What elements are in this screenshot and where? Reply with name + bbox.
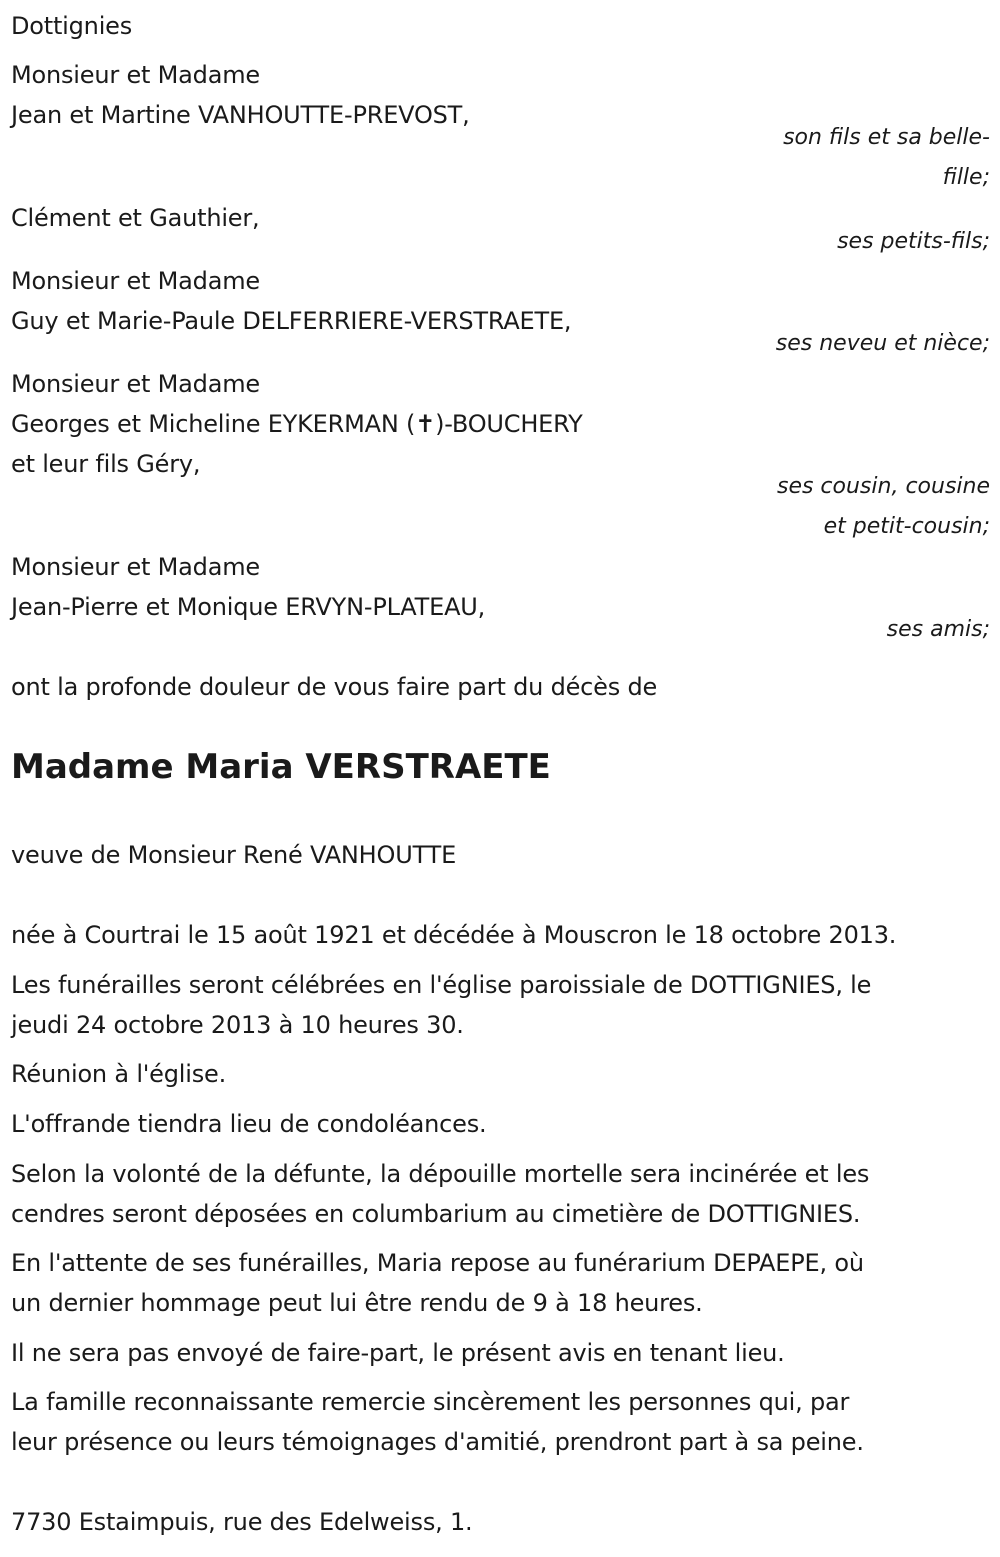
no-card-text: Il ne sera pas envoyé de faire-part, le présent avis en tenant lieu.: [11, 1339, 785, 1367]
town-heading: Dottignies: [11, 12, 133, 40]
announcement-text: ont la profonde douleur de vous faire part du décès de: [11, 673, 658, 701]
funeral-text-line: Les funérailles seront célébrées en l'église paroissiale de DOTTIGNIES, le: [11, 971, 872, 999]
relation-label: son fils et sa belle-: [783, 125, 990, 150]
family-line: Monsieur et Madame: [11, 553, 260, 581]
birth-death-text: née à Courtrai le 15 août 1921 et décédée à Mouscron le 18 octobre 2013.: [11, 921, 897, 949]
relation-label: ses neveu et nièce;: [775, 331, 990, 356]
relation-label: et petit-cousin;: [823, 514, 990, 539]
family-line: Monsieur et Madame: [11, 370, 260, 398]
family-line: Clément et Gauthier,: [11, 204, 260, 232]
address-text: 7730 Estaimpuis, rue des Edelweiss, 1.: [11, 1508, 473, 1536]
cremation-text-line: cendres seront déposées en columbarium au cimetière de DOTTIGNIES.: [11, 1200, 861, 1228]
relation-label: ses amis;: [886, 617, 990, 642]
family-line: Monsieur et Madame: [11, 267, 260, 295]
meeting-text: Réunion à l'église.: [11, 1060, 227, 1088]
thanks-text-line: leur présence ou leurs témoignages d'amitié, prendront part à sa peine.: [11, 1428, 864, 1456]
family-line: Jean et Martine VANHOUTTE-PREVOST,: [11, 101, 470, 129]
cremation-text-line: Selon la volonté de la défunte, la dépouille mortelle sera incinérée et les: [11, 1160, 870, 1188]
relation-label: ses cousin, cousine: [776, 474, 990, 499]
offering-text: L'offrande tiendra lieu de condoléances.: [11, 1110, 487, 1138]
deceased-name: Madame Maria VERSTRAETE: [11, 747, 551, 787]
widow-of-text: veuve de Monsieur René VANHOUTTE: [11, 841, 457, 869]
thanks-text-line: La famille reconnaissante remercie sincèrement les personnes qui, par: [11, 1388, 850, 1416]
relation-label: fille;: [942, 165, 990, 190]
family-line: Georges et Micheline EYKERMAN (✝)-BOUCHERY: [11, 410, 583, 438]
family-line: Guy et Marie-Paule DELFERRIERE-VERSTRAETE,: [11, 307, 572, 335]
funeral-text-line: jeudi 24 octobre 2013 à 10 heures 30.: [11, 1011, 464, 1039]
relation-label: ses petits-fils;: [837, 229, 990, 254]
family-line: et leur fils Géry,: [11, 450, 201, 478]
family-line: Monsieur et Madame: [11, 61, 260, 89]
family-line: Jean-Pierre et Monique ERVYN-PLATEAU,: [11, 593, 486, 621]
viewing-text-line: En l'attente de ses funérailles, Maria repose au funérarium DEPAEPE, où: [11, 1249, 864, 1277]
viewing-text-line: un dernier hommage peut lui être rendu de 9 à 18 heures.: [11, 1289, 703, 1317]
